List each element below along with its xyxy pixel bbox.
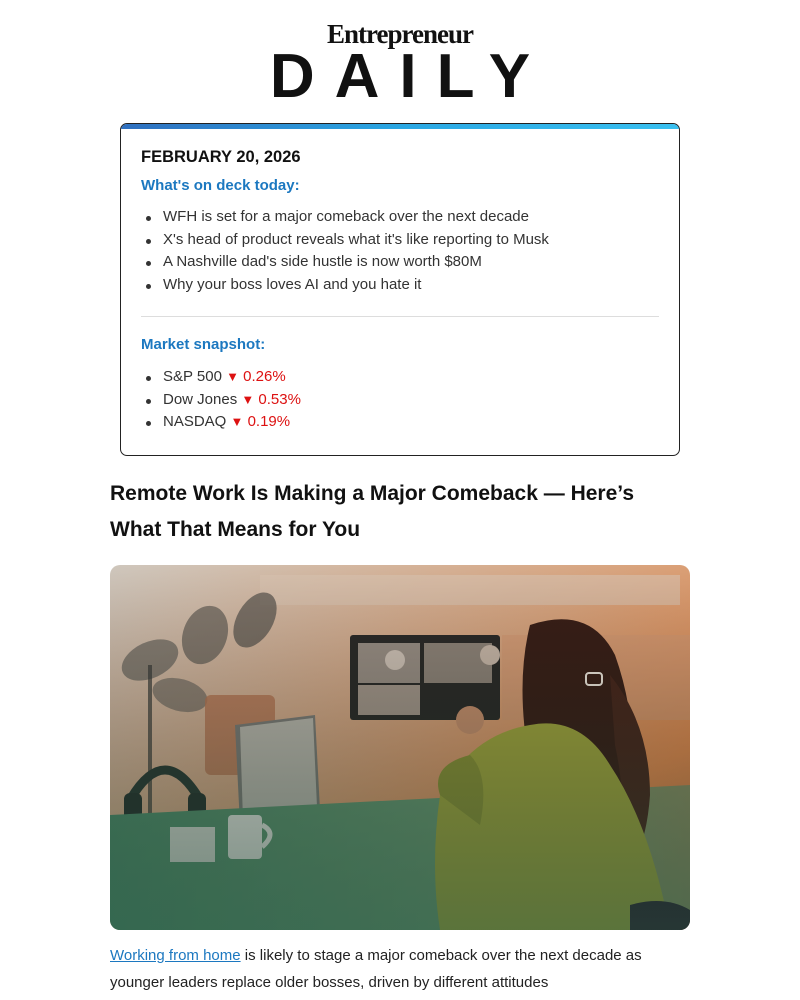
market-change: 0.53% — [258, 390, 301, 408]
list-item[interactable]: X's head of product reveals what it's like reporting to Musk — [141, 229, 549, 252]
working-from-home-link[interactable]: Working from home — [110, 947, 241, 964]
article-headline[interactable]: Remote Work Is Making a Major Comeback — Here’s What That Means for You — [110, 482, 634, 541]
market-list — [141, 366, 301, 434]
on-deck-card — [120, 123, 680, 456]
list-item[interactable]: WFH is set for a major comeback over the next decade — [141, 206, 549, 229]
market-item-nasdaq — [141, 411, 301, 434]
hero-illustration — [110, 565, 690, 930]
market-snapshot-heading: Market snapshot: — [141, 336, 266, 353]
brand-logo-daily[interactable]: DAILY — [269, 42, 551, 111]
divider — [141, 316, 659, 317]
article-body-text: is likely to stage a major comeback over the next decade as younger leaders replace older bosses, driven by different attitudes — [110, 947, 642, 991]
issue-date: FEBRUARY 20, 2026 — [141, 148, 301, 166]
market-item-sp500 — [141, 366, 301, 389]
brand-logo-entrepreneur[interactable]: Entrepreneur — [327, 19, 473, 49]
article-body — [110, 942, 690, 996]
on-deck-heading: What's on deck today: — [141, 177, 300, 194]
market-name: NASDAQ — [163, 413, 227, 431]
down-triangle-icon: ▼ — [226, 369, 239, 384]
list-item[interactable]: Why your boss loves AI and you hate it — [141, 274, 549, 297]
card-accent-bar — [121, 124, 679, 129]
market-name: S&P 500 — [163, 368, 222, 385]
hero-image[interactable] — [110, 565, 690, 930]
market-item-dow-jones — [141, 389, 301, 412]
down-triangle-icon: ▼ — [241, 391, 255, 407]
down-triangle-icon: ▼ — [230, 414, 244, 430]
list-item[interactable]: A Nashville dad's side hustle is now worth $80M — [141, 251, 549, 274]
masthead — [0, 0, 800, 120]
market-change: 0.26% — [243, 368, 286, 385]
market-name: Dow Jones — [163, 390, 238, 408]
on-deck-list — [141, 206, 549, 296]
market-change: 0.19% — [247, 413, 291, 431]
